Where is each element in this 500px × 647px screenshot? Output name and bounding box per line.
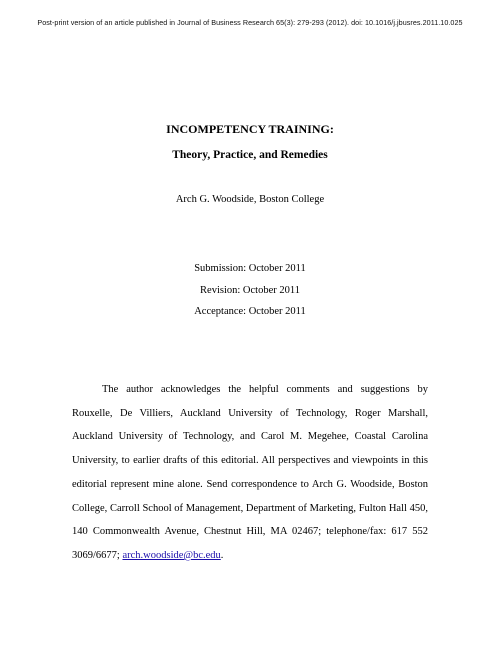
paper-title: INCOMPETENCY TRAINING: <box>166 122 334 136</box>
submission-date: Submission: October 2011 <box>194 263 306 274</box>
author-line: Arch G. Woodside, Boston College <box>175 194 325 205</box>
acceptance-date: Acceptance: October 2011 <box>194 306 306 317</box>
acknowledgement-paragraph <box>72 378 428 568</box>
acknowledgement-text: The author acknowledges the helpful comments and suggestions by Rouxelle, De Villiers, Auckland University of Technology, Roger Marshall, Auckland University of Technology, and Carol M. Megehee, Coastal Carolina University, to earlier drafts of this editorial. All perspectives and viewpoints in this editorial represent mine alone. Send correspondence to Arch G. Woodside, Boston College, Carroll School of Management, Department of Marketing, Fulton Hall 450, 140 Commonwealth Avenue, Chestnut Hill, MA 02467; telephone/fax: 617 552 3069/6677; <box>72 384 428 561</box>
paper-subtitle: Theory, Practice, and Remedies <box>172 149 328 161</box>
email-link[interactable]: arch.woodside@bc.edu <box>122 549 221 561</box>
publication-note: Post-print version of an article published in Journal of Business Research 65(3): 279-293 (2012). doi: 10.1016/j.jbusres.2011.10.025 <box>37 18 463 27</box>
acknowledgement-end: . <box>220 549 224 561</box>
revision-date: Revision: October 2011 <box>200 285 300 296</box>
